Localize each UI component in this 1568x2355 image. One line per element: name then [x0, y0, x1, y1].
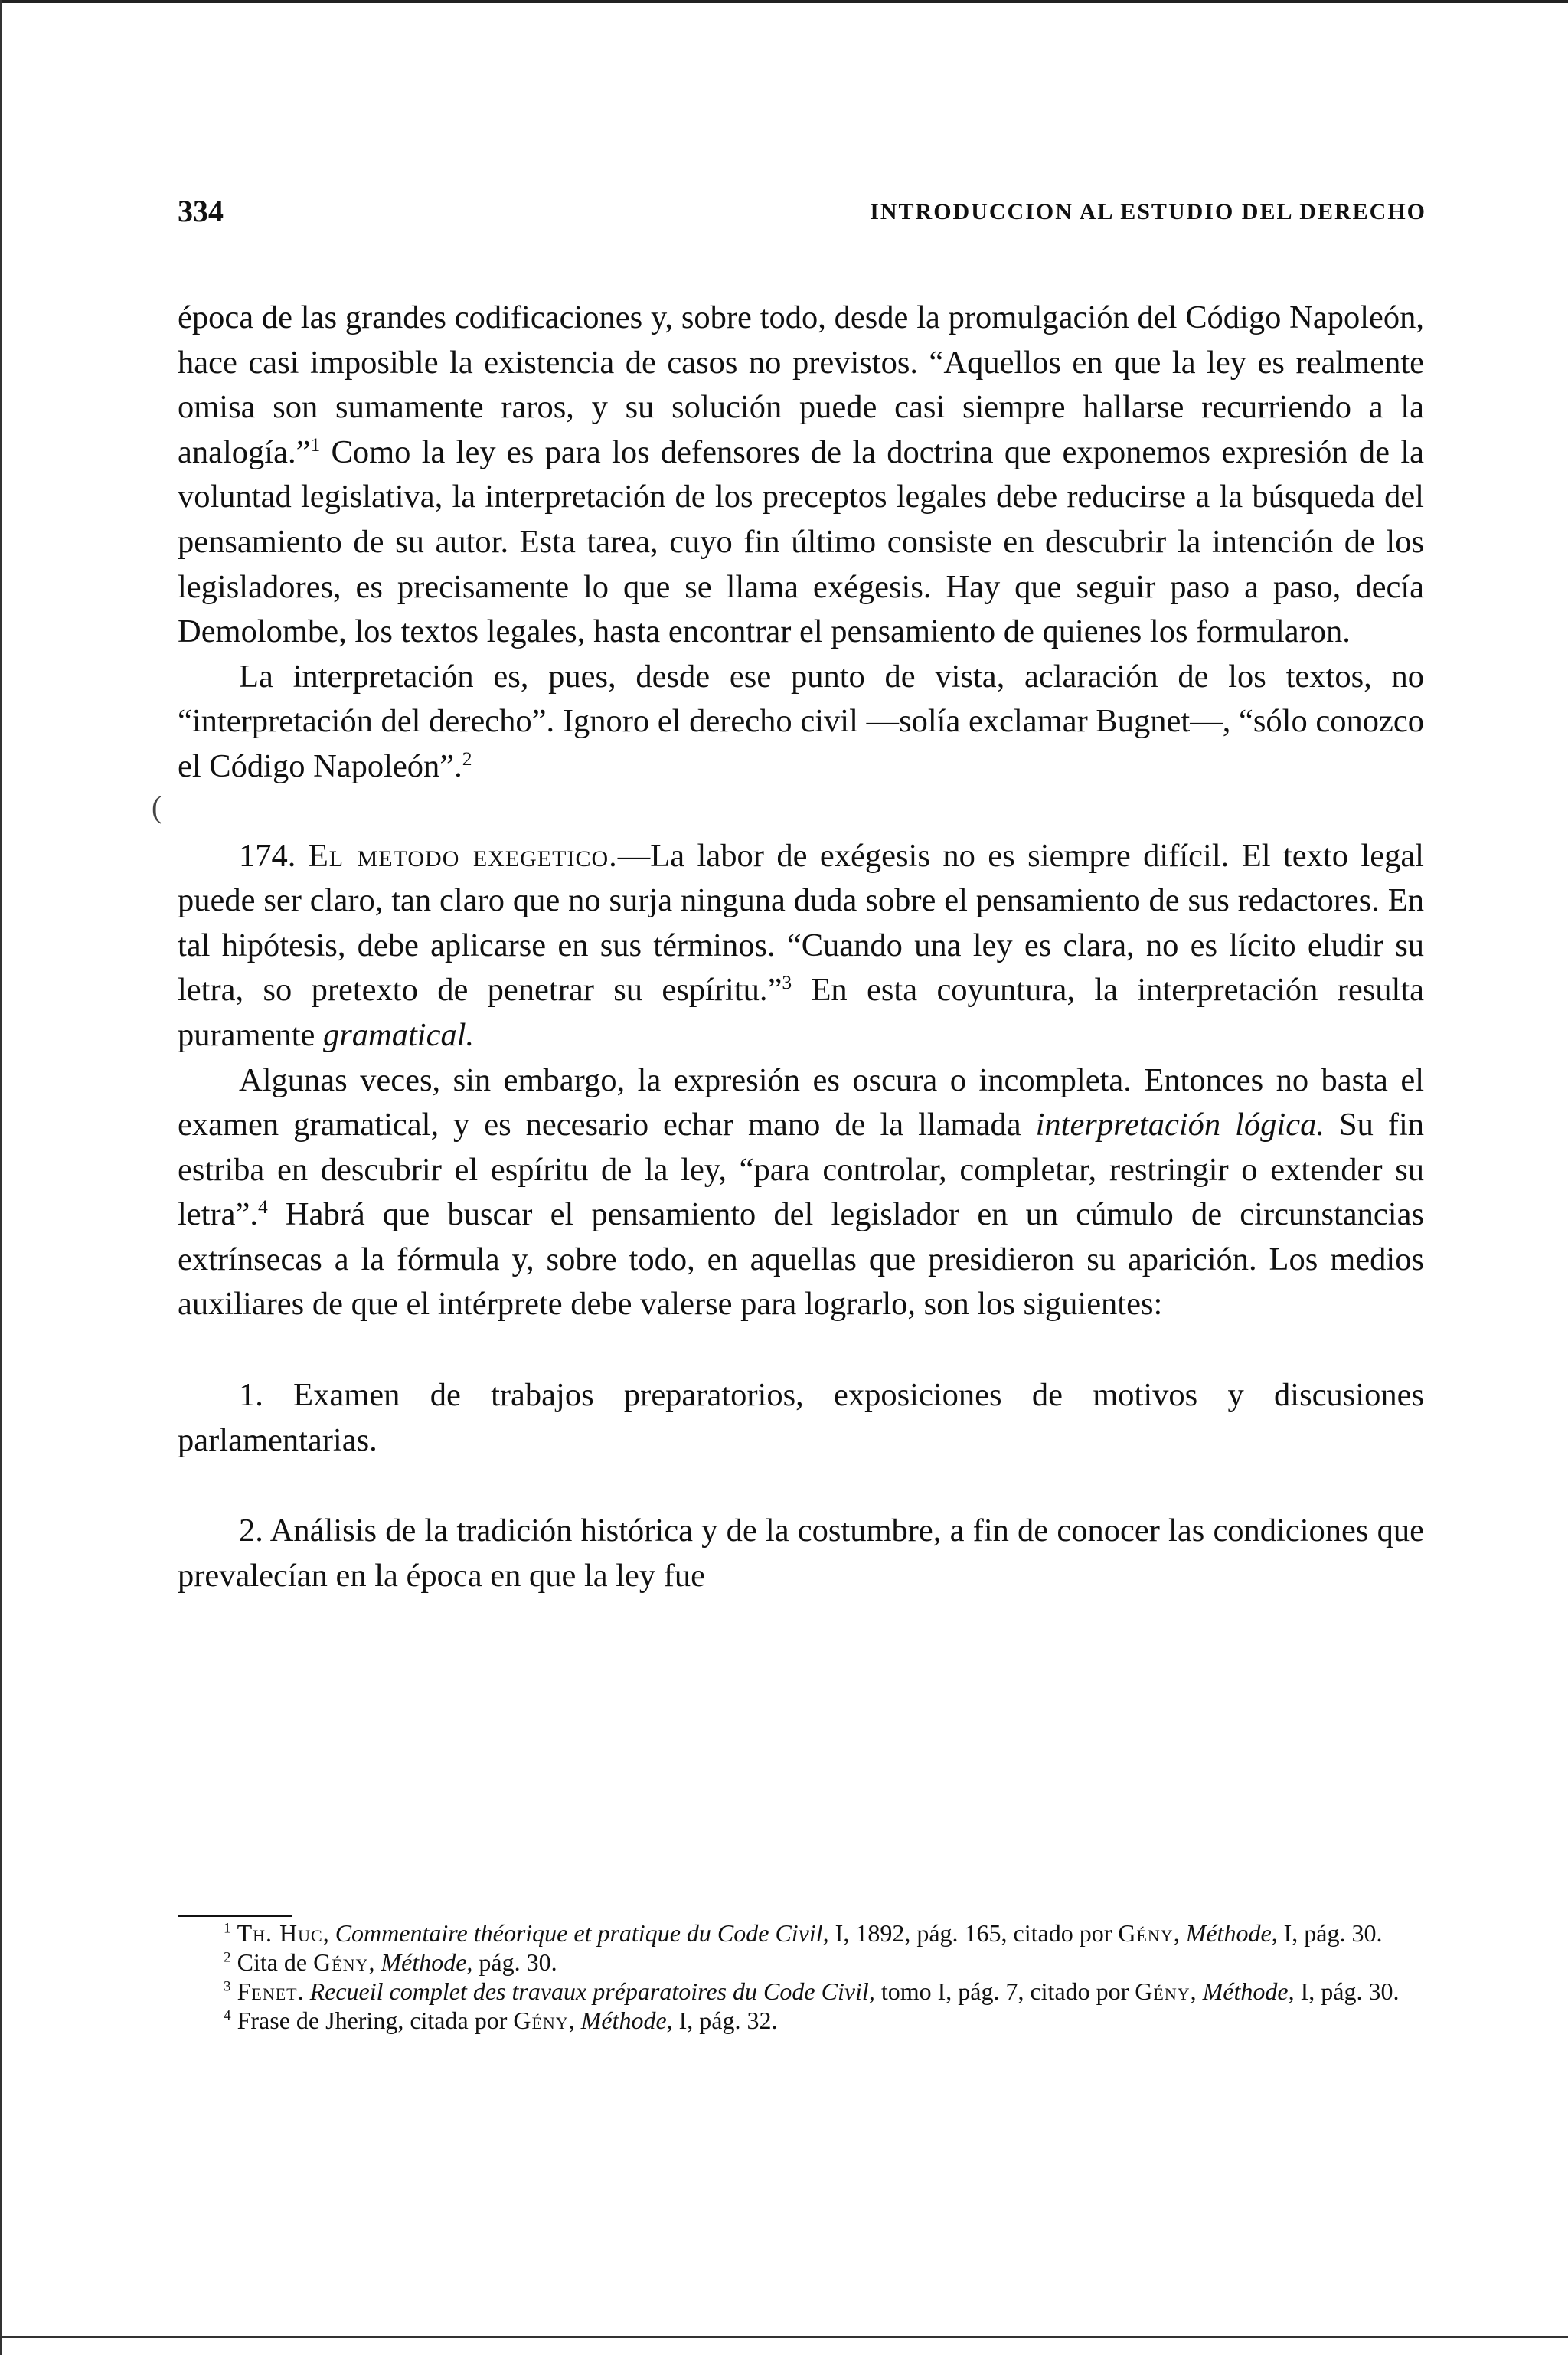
- footnote-3-punct-2: ,: [1190, 1977, 1197, 2005]
- section-heading: El metodo exegetico.: [308, 837, 618, 874]
- list-item-1: 1. Examen de trabajos preparatorios, exposiciones de motivos y discusiones parlamentarias.: [178, 1377, 1424, 1458]
- footnote-2-text: Cita de: [237, 1948, 308, 1976]
- footnote-3: [178, 1977, 1424, 2006]
- footnote-3-punct: .: [297, 1977, 304, 2005]
- footnote-1-title: Commentaire théorique et pratique du Code Civil,: [335, 1919, 829, 1947]
- footnote-1-mark: 1: [224, 1920, 231, 1937]
- scan-edge-top: [0, 0, 1568, 3]
- footnote-2-work: Méthode,: [381, 1948, 473, 1976]
- footnote-2: [178, 1948, 1424, 1977]
- footnote-4-work: Méthode,: [580, 2007, 673, 2034]
- footnote-3-page: I, pág. 30.: [1300, 1977, 1400, 2005]
- footnote-2-punct: ,: [368, 1948, 375, 1976]
- page-number: 334: [178, 194, 224, 228]
- footnote-1-geny: Gény: [1118, 1919, 1174, 1947]
- footnote-4-mark: 4: [224, 2007, 231, 2024]
- paragraph-2: [178, 655, 1424, 790]
- footnote-2-mark: 2: [224, 1949, 231, 1966]
- footnote-1-details: I, 1892, pág. 165, citado por: [835, 1919, 1112, 1947]
- emphasis-gramatical: gramatical.: [322, 1016, 475, 1053]
- list-item-2: 2. Análisis de la tradición histórica y de la costumbre, a fin de conocer las condiciones que prevalecían en la época en que la ley fue: [178, 1513, 1424, 1594]
- footnote-4-page: I, pág. 32.: [678, 2007, 778, 2034]
- footnote-1-work: Méthode,: [1185, 1919, 1278, 1947]
- footnote-3-mark: 3: [224, 1978, 231, 1995]
- footnote-1-page: I, pág. 30.: [1283, 1919, 1383, 1947]
- footnote-4-geny: Gény: [513, 2007, 569, 2034]
- footnote-ref-1: 1: [310, 433, 321, 456]
- footnote-3-author: Fenet: [237, 1977, 298, 2005]
- footnote-1: [178, 1918, 1424, 1948]
- footnote-4-text: Frase de Jhering, citada por: [237, 2007, 508, 2034]
- footnote-1-punct: ,: [322, 1919, 329, 1947]
- footnote-4: [178, 2006, 1424, 2035]
- paragraph-4: [178, 1058, 1424, 1328]
- paragraph-1: [178, 296, 1424, 655]
- footnotes: [178, 1918, 1424, 2035]
- paragraph-4-text-a: Algunas veces, sin embargo, la expresión es oscura o incompleta. Entonces no basta el examen gramatical, y es necesario echar mano de la llamada: [178, 1061, 1424, 1143]
- paragraph-1-text: época de las grandes codificaciones y, sobre todo, desde la promulgación del Código Napoleón, hace casi imposible la existencia de casos no previstos. “Aquellos en que la ley es realmente omisa son sumamente raros, y su solución puede casi siempre hallarse recurriendo a la analogía.”: [178, 299, 1424, 470]
- footnote-1-author: Th. Huc: [237, 1919, 323, 1947]
- emphasis-interpretacion-logica: interpretación lógica.: [1035, 1107, 1325, 1143]
- section-number: 174.: [239, 837, 296, 874]
- footnote-3-geny: Gény: [1135, 1977, 1191, 2005]
- paragraph-1-continuation: Como la ley es para los defensores de la doctrina que exponemos expresión de la voluntad legislativa, la interpretación de los preceptos legales debe reducirse a la búsqueda del pensamiento de su autor. Esta tarea, cuyo fin último consiste en descubrir la intención de los legisladores, es precisamente lo que se llama exégesis. Hay que seguir paso a paso, decía Demolombe, los textos legales, hasta encontrar el pensamiento de quienes los formularon.: [178, 433, 1424, 650]
- footnote-4-punct: ,: [568, 2007, 575, 2034]
- footnote-2-page: pág. 30.: [479, 1948, 557, 1976]
- body-text: [178, 296, 1424, 1598]
- section-174-text: —La labor de exégesis no es siempre difícil. El texto legal puede ser claro, tan claro que no surja ninguna duda sobre el pensamiento de sus redactores. En tal hipótesis, debe aplicarse en sus términos. “Cuando una ley es clara, no es lícito eludir su letra, so pretexto de penetrar su espíritu.”: [178, 837, 1424, 1009]
- section-174: [178, 834, 1424, 1058]
- margin-annotation-mark: (: [152, 790, 162, 824]
- footnote-2-geny: Gény: [313, 1948, 369, 1976]
- paragraph-2-text: La interpretación es, pues, desde ese punto de vista, aclaración de los textos, no “interpretación del derecho”. Ignoro el derecho civil —solía exclamar Bugnet—, “sólo conozco el Código Napoleón”.: [178, 658, 1424, 784]
- scan-edge-bottom: [0, 2336, 1568, 2338]
- running-head: INTRODUCCION AL ESTUDIO DEL DERECHO: [870, 199, 1426, 224]
- paragraph-4-text-c: Habrá que buscar el pensamiento del legislador en un cúmulo de circunstancias extrínsecas a la fórmula y, sobre todo, en aquellas que presidieron su aparición. Los medios auxiliares de que el intérprete debe valerse para lograrlo, son los siguientes:: [178, 1196, 1424, 1323]
- section-174-continuation: En esta coyuntura, la interpretación resulta puramente: [178, 972, 1425, 1053]
- footnote-3-title: Recueil complet des travaux préparatoires du Code Civil,: [309, 1977, 875, 2005]
- footnote-ref-3: 3: [782, 971, 792, 994]
- scan-edge-left: [0, 0, 2, 2355]
- footnote-3-work: Méthode,: [1202, 1977, 1295, 2005]
- footnote-separator: [178, 1915, 292, 1917]
- footnote-ref-2: 2: [462, 747, 472, 770]
- paragraph-4-text-b: Su fin estriba en descubrir el espíritu de la ley, “para controlar, completar, restringir o extender su letra”.: [178, 1107, 1424, 1233]
- footnote-3-details: tomo I, pág. 7, citado por: [880, 1977, 1129, 2005]
- footnote-1-punct-2: ,: [1173, 1919, 1180, 1947]
- footnote-ref-4: 4: [257, 1195, 268, 1218]
